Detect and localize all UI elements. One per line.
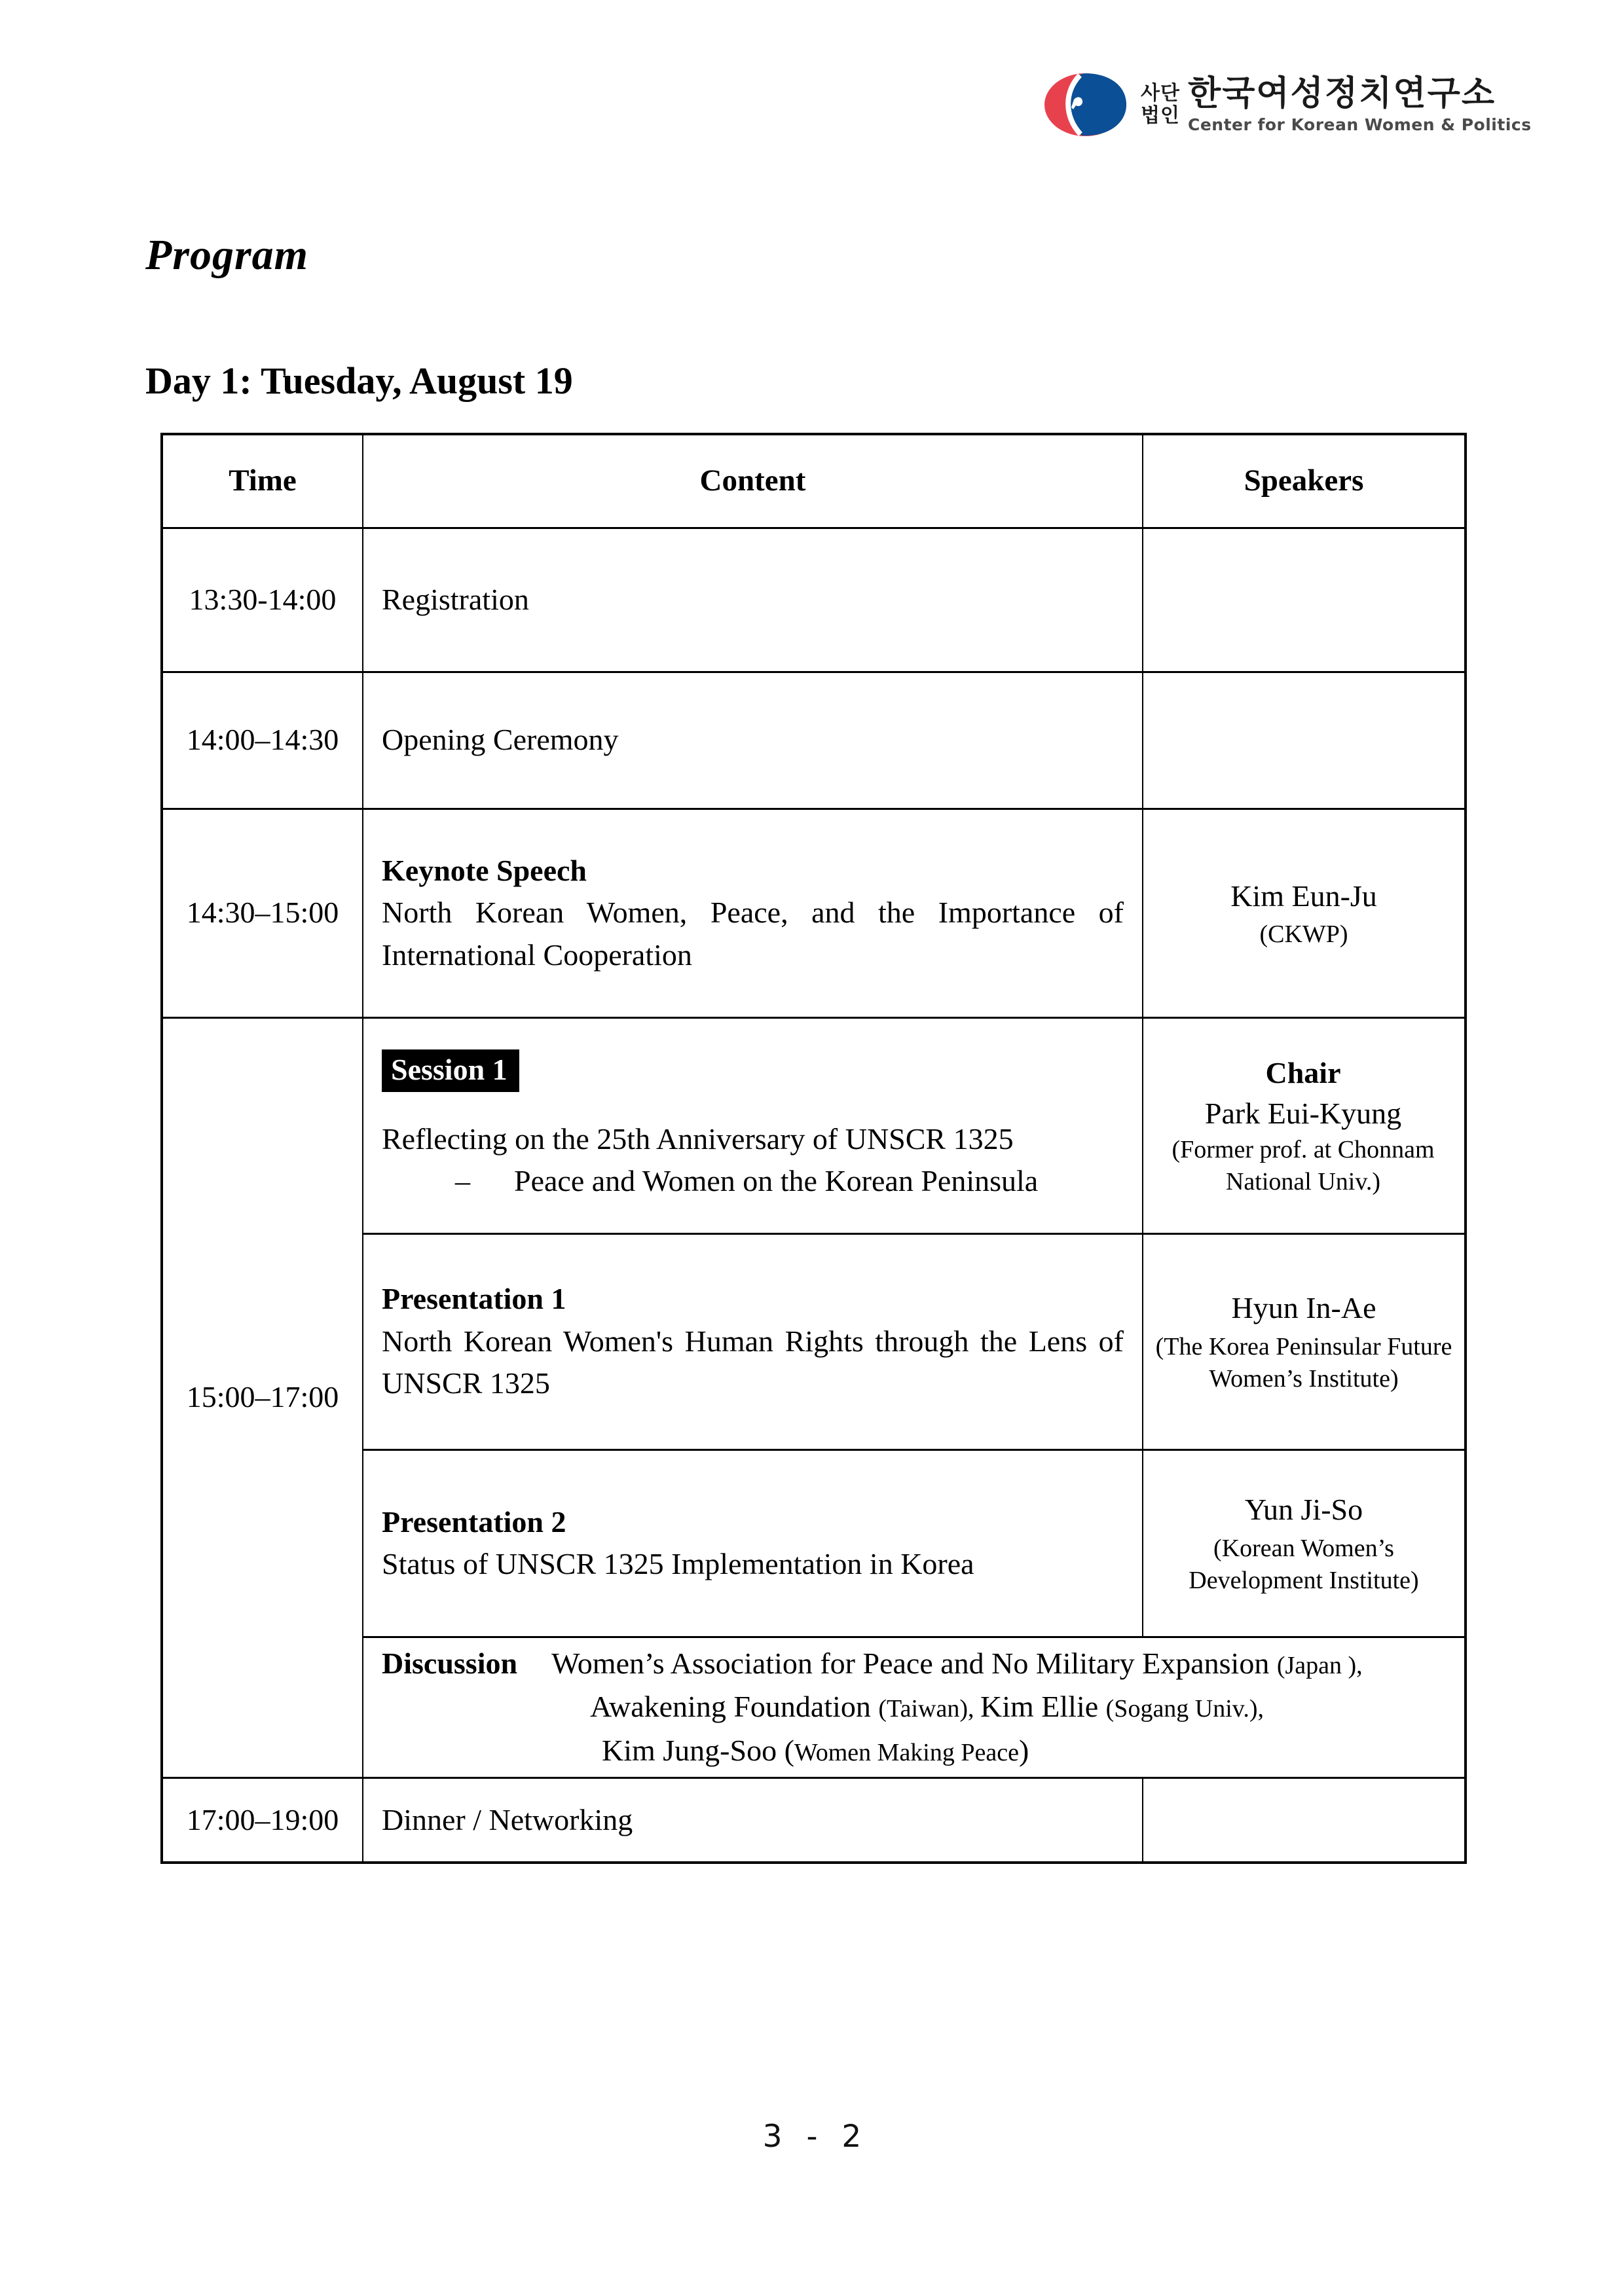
org-logo (1044, 73, 1532, 136)
presentation1-speaker-name: Hyun In-Ae (1231, 1291, 1376, 1325)
org-name-english: Center for Korean Women & Politics (1187, 115, 1532, 135)
presentation2-label: Presentation 2 (382, 1504, 566, 1539)
keynote-speaker-name: Kim Eun-Ju (1230, 879, 1377, 913)
presentation1-title: North Korean Women's Human Rights through the Lens of UNSCR 1325 (382, 1324, 1124, 1400)
row-opening-ceremony (162, 672, 1466, 809)
discussion-cell (363, 1637, 1466, 1777)
dinner-time: 17:00–19:00 (162, 1777, 363, 1863)
keynote-content (363, 809, 1143, 1017)
dash-mark: – (455, 1163, 470, 1197)
discussion-participant-origin: (Taiwan), (878, 1695, 981, 1723)
keynote-speaker-affiliation: (CKWP) (1259, 920, 1348, 948)
discussion-participant-origin: (Japan ), (1276, 1651, 1363, 1679)
program-table (160, 433, 1467, 1864)
row-keynote (162, 809, 1466, 1017)
presentation2-speaker-cell (1143, 1449, 1466, 1637)
presentation2-title: Status of UNSCR 1325 Implementation in Korea (382, 1547, 974, 1580)
discussion-label: Discussion (382, 1646, 518, 1680)
org-type-top: 사단 (1141, 81, 1180, 105)
row-dinner (162, 1777, 1466, 1863)
dinner-content: Dinner / Networking (363, 1777, 1143, 1863)
chair-label: Chair (1265, 1055, 1341, 1089)
org-names (1188, 75, 1532, 134)
day-heading: Day 1: Tuesday, August 19 (145, 359, 573, 402)
registration-time: 13:30-14:00 (162, 528, 363, 672)
presentation1-speaker-affiliation: (The Korea Peninsular Future Women’s Institute) (1155, 1332, 1452, 1393)
row-session1 (162, 1017, 1466, 1233)
presentation2-speaker-affiliation: (Korean Women’s Development Institute) (1189, 1534, 1419, 1595)
registration-speakers-empty (1143, 528, 1466, 672)
keynote-title: North Korean Women, Peace, and the Importance of International Cooperation (382, 896, 1124, 972)
discussion-participant: Kim Ellie (980, 1690, 1106, 1724)
opening-speakers-empty (1143, 672, 1466, 809)
row-registration (162, 528, 1466, 672)
session1-content (363, 1017, 1143, 1233)
discussion-line3 (602, 1729, 1446, 1773)
org-name-korean: 한국여성정치연구소 (1187, 73, 1496, 113)
page-number: 3 - 2 (762, 2119, 862, 2155)
org-type-bottom: 법인 (1141, 104, 1180, 127)
session1-title: Reflecting on the 25th Anniversary of UNSCR 1325 (382, 1121, 1014, 1156)
discussion-participant: Kim Jung-Soo ( (602, 1733, 794, 1767)
discussion-paren: ) (1018, 1733, 1029, 1767)
discussion-participant-origin: Women Making Peace (794, 1738, 1019, 1766)
presentation2-content (363, 1449, 1143, 1637)
presentation2-speaker-name: Yun Ji-So (1244, 1493, 1363, 1527)
session-block-time: 15:00–17:00 (162, 1017, 363, 1777)
keynote-speaker-cell (1143, 809, 1466, 1017)
session1-chair-cell (1143, 1017, 1466, 1233)
keynote-label: Keynote Speech (382, 853, 587, 887)
keynote-time: 14:30–15:00 (162, 809, 363, 1017)
dinner-speakers-empty (1143, 1777, 1466, 1863)
discussion-line1 (382, 1642, 1446, 1686)
org-logo-mark-icon (1044, 73, 1126, 136)
presentation1-content (363, 1233, 1143, 1449)
opening-content: Opening Ceremony (363, 672, 1143, 809)
presentation1-label: Presentation 1 (382, 1282, 566, 1316)
discussion-participant-origin: (Sogang Univ.), (1105, 1695, 1264, 1723)
table-header-row (162, 434, 1466, 528)
session1-subtitle (455, 1160, 1124, 1202)
discussion-line2 (590, 1685, 1446, 1729)
chair-affiliation: (Former prof. at Chonnam National Univ.) (1172, 1135, 1435, 1196)
discussion-participant: Awakening Foundation (590, 1690, 879, 1724)
page-title: Program (145, 231, 309, 279)
presentation1-speaker-cell (1143, 1233, 1466, 1449)
org-type-label (1141, 82, 1180, 128)
column-header-speakers: Speakers (1143, 434, 1466, 528)
chair-name: Park Eui-Kyung (1204, 1096, 1402, 1130)
registration-content: Registration (363, 528, 1143, 672)
session1-subtitle-text: Peace and Women on the Korean Peninsula (514, 1163, 1039, 1197)
column-header-content: Content (363, 434, 1143, 528)
opening-time: 14:00–14:30 (162, 672, 363, 809)
column-header-time: Time (162, 434, 363, 528)
session1-badge: Session 1 (382, 1049, 519, 1092)
discussion-participant: Women’s Association for Peace and No Military Expansion (551, 1646, 1277, 1680)
